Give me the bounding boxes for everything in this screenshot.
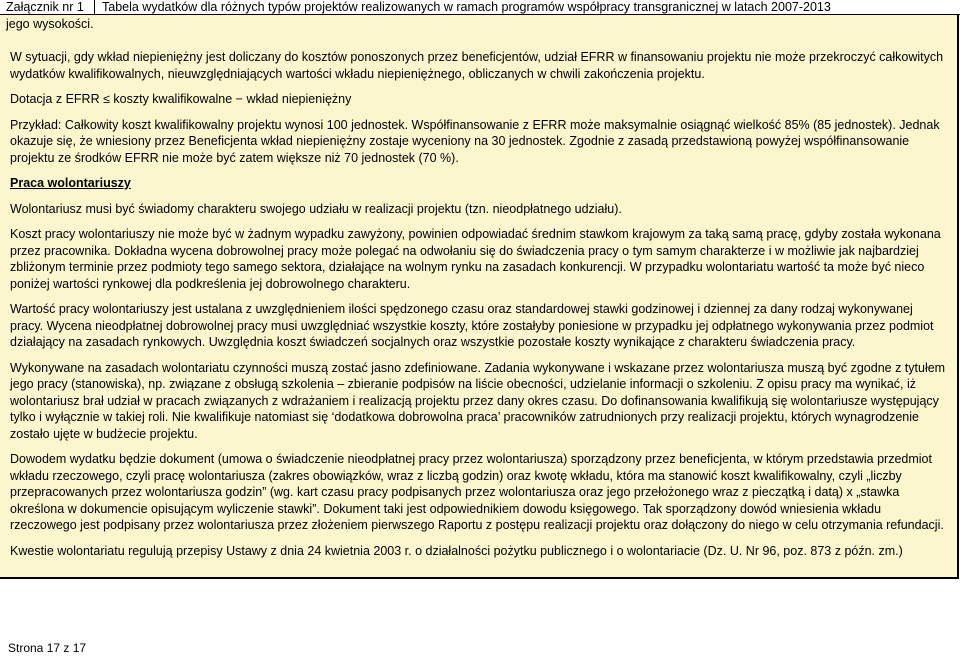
section-heading: Praca wolontariuszy [10, 176, 131, 190]
paragraph-volunteer-cost: Koszt pracy wolontariuszy nie może być w żadnym wypadku zawyżony, powinien odpowiadać średnim stawkom krajowym za taką samą pracę, gdyby została wykonana przez pracownika. Dokładna wycena dobrowolnej pracy może polegać na odwołaniu się do świadczenia pracy o tym samym charakterze i w możliwie jak najbardziej zbliżonym terminie przez podmioty tego samego sektora, działające na wolnym rynku na zasadach konkurencji. W przypadku wolontariatu wartość ta może być nieco poniżej wartości rynkowej dla podkreślenia jej dobrowolnego charakteru. [10, 227, 941, 291]
page-header [0, 0, 960, 15]
document-title: Tabela wydatków dla różnych typów projektów realizowanych w ramach programów współpracy transgranicznej w latach 2007-2013 [102, 0, 831, 14]
page-number: Strona 17 z 17 [8, 641, 87, 655]
lead-text: jego wysokości. [6, 17, 94, 31]
paragraph-volunteer-awareness: Wolontariusz musi być świadomy charakteru swojego udziału w realizacji projektu (tzn. nieodpłatnego udziału). [10, 201, 622, 216]
paragraph-volunteer-value: Wartość pracy wolontariuszy jest ustalana z uwzględnieniem ilości spędzonego czasu oraz standardowej stawki godzinowej i dziennej za dany rodzaj wykonywanej pracy. Wycena nieodpłatnej dobrowolnej pracy musi uwzględniać wszystkie koszty, które zostałyby poniesione w przypadku jej odpłatnego wykonywania przez podmiot działający na zasadach rynkowych. Uwzględnia koszt świadczeń socjalnych oraz wszystkie pozostałe koszty wynikające z charakteru świadczenia pracy. [10, 302, 934, 349]
attachment-label: Załącznik nr 1 [6, 0, 84, 14]
content-box [0, 15, 959, 579]
paragraph-example: Przykład: Całkowity koszt kwalifikowalny projektu wynosi 100 jednostek. Współfinansowanie z EFRR może maksymalnie osiągnąć wielkość 85% (85 jednostek). Jednak okazuje się, że wniesiony przez Beneficjenta wkład niepieniężny zostaje wyceniony na 30 jednostek. Zgodnie z zasadą przedstawioną powyżej współfinansowanie projektu ze środków EFRR nie może być zatem większe niż 70 jednostek (70 %). [10, 117, 940, 165]
paragraph-evidence: Dowodem wydatku będzie dokument (umowa o świadczenie nieodpłatnej pracy przez wolontariusza) sporządzony przez beneficjenta, w którym przedstawia przedmiot wkładu rzeczowego, czyli pracę wolontariusza (zakres obowiązków, wraz z liczbą godzin) oraz kwotę wkładu, która ma stanowić koszt kwalifikowalny, czyli „liczby przepracowanych przez wolontariusza godzin” (wg. kart czasu pracy podpisanych przez wolontariusza oraz jego przełożonego wraz z pieczątką i datą) x „stawka określona w dokumencie opisującym wyliczenie stawki”. Dokument taki jest odpowiednikiem dowodu księgowego. Tak sporządzony dowód wniesienia wkładu rzeczowego jest podpisany przez wolontariusza przez złożeniem pierwszego Raportu z postępu realizacji projektu oraz dołączony do niego w celu otrzymania refundacji. [10, 452, 944, 532]
content-body [10, 49, 948, 568]
formula-line: Dotacja z EFRR ≤ koszty kwalifikowalne − wkład niepieniężny [10, 92, 352, 106]
paragraph-legal-basis: Kwestie wolontariatu regulują przepisy Ustawy z dnia 24 kwietnia 2003 r. o działalności pożytku publicznego i o wolontariacie (Dz. U. Nr 96, poz. 873 z późn. zm.) [10, 543, 903, 558]
paragraph-volunteer-tasks: Wykonywane na zasadach wolontariatu czynności muszą zostać jasno zdefiniowane. Zadania wykonywane i wskazane przez wolontariusza muszą być zgodne z tytułem jego pracy (stanowiska), np. związane z obsługą szkolenia – zbieranie podpisów na liście obecności, udzielanie informacji o szkoleniu. Z opisu pracy ma wynikać, iż wolontariusz brał udział w pracach związanych z wdrażaniem i realizacją projektu przez dany okres czasu. Do dofinansowania kwalifikują się wolontariusze występujący tylko i wyłącznie w takiej roli. Nie kwalifikuje natomiast się ‘dodatkowa dobrowolna praca’ pracowników zatrudnionych przy realizacji projektu, których wynagrodzenie zostało ujęte w budżecie projektu. [10, 360, 946, 441]
paragraph-efrr-limit: W sytuacji, gdy wkład niepieniężny jest doliczany do kosztów ponoszonych przez beneficjentów, udział EFRR w finansowaniu projektu nie może przekroczyć całkowitych wydatków kwalifikowalnych, nieuwzględniających wartości wkładu niepieniężnego, obliczanych w chwili zakończenia projektu. [10, 50, 944, 81]
